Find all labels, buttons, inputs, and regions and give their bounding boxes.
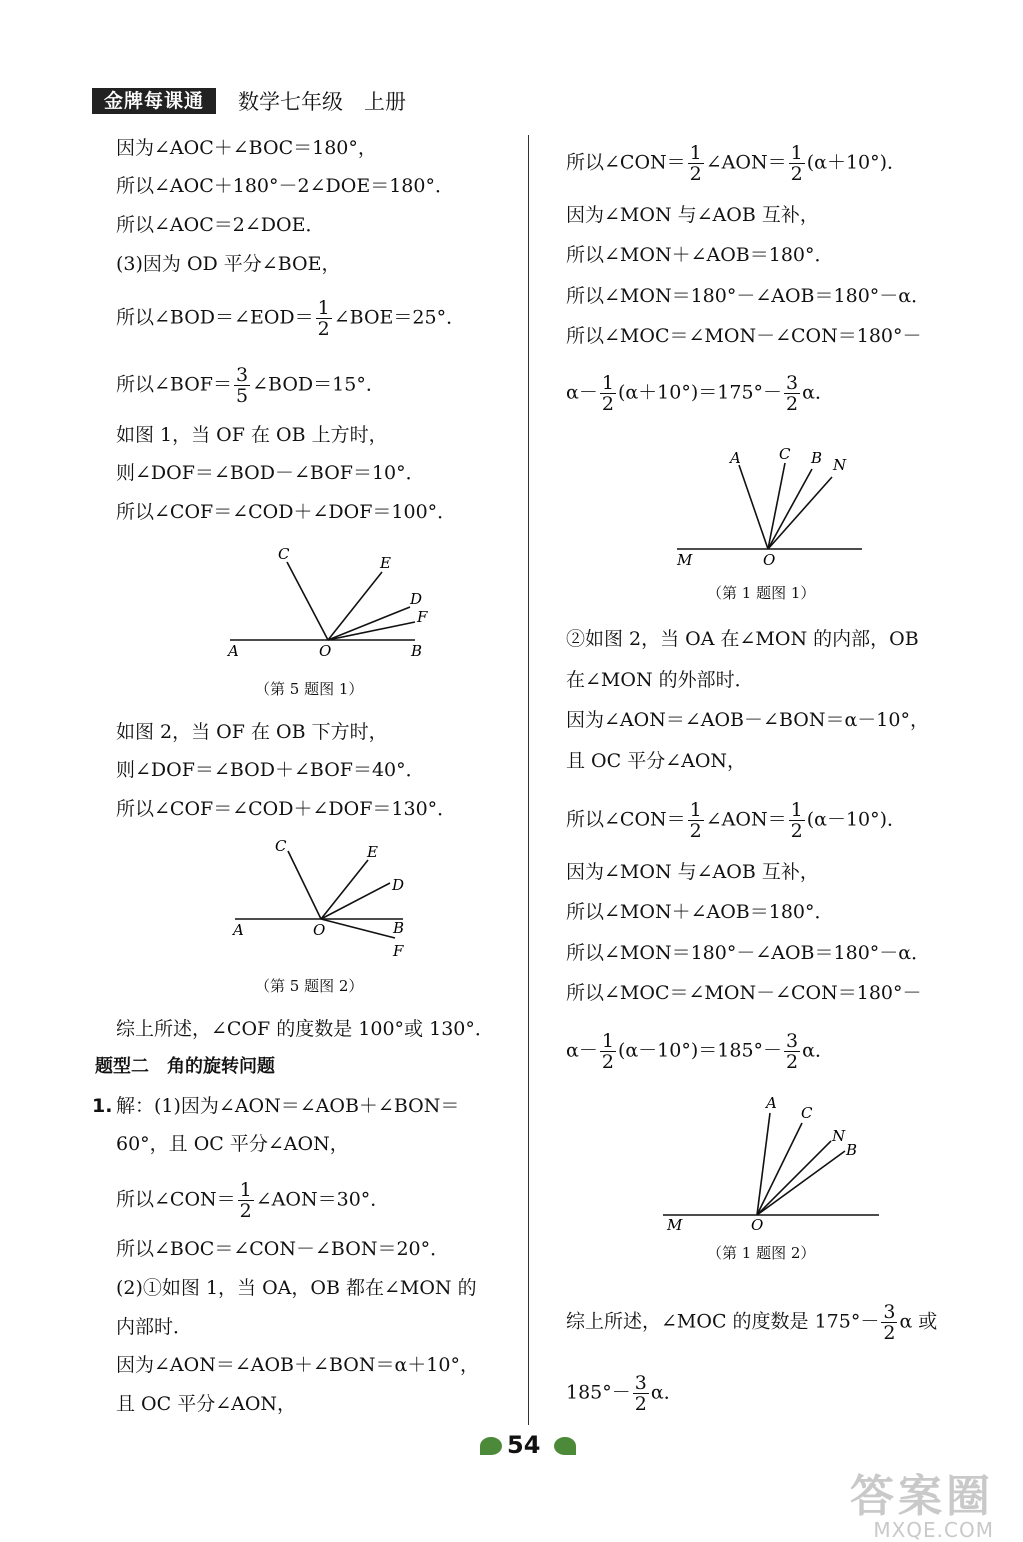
brand-badge: 金牌每课通 — [92, 88, 216, 114]
numerator: 1 — [790, 799, 803, 821]
text-line: 在∠MON 的外部时． — [566, 669, 754, 691]
column-divider — [528, 135, 529, 1425]
figure-caption: （第 5 题图 2） — [255, 977, 364, 995]
label-o: O — [751, 1216, 764, 1234]
numerator: 3 — [236, 364, 249, 386]
text-line-with-fraction — [116, 1180, 389, 1221]
text-segment: α． — [650, 1381, 683, 1404]
watermark-url: MXQE.COM — [873, 1518, 994, 1542]
text-segment: 所以∠CON＝ — [116, 1188, 236, 1211]
label-f: F — [417, 608, 428, 626]
numerator: 1 — [689, 142, 702, 164]
text-line: 综上所述，∠COF 的度数是 100°或 130°． — [116, 1018, 494, 1040]
text-segment: 所以∠BOF＝ — [116, 373, 232, 396]
fraction — [789, 143, 805, 184]
text-segment: ∠AON＝ — [705, 808, 787, 831]
fraction — [784, 1031, 800, 1072]
numerator: 3 — [786, 372, 799, 394]
question-number: 1. — [92, 1095, 113, 1117]
text-line-with-fraction — [566, 373, 834, 414]
fraction — [784, 373, 800, 414]
numerator: 1 — [601, 1030, 614, 1052]
text-line: 内部时． — [116, 1316, 193, 1338]
ray-oc — [287, 562, 328, 640]
numerator: 1 — [601, 372, 614, 394]
ray-oe — [321, 860, 368, 919]
label-a: A — [766, 1094, 777, 1112]
denominator: 2 — [790, 820, 803, 842]
fraction — [238, 1180, 254, 1221]
text-line: 所以∠BOC＝∠CON－∠BON＝20°． — [116, 1238, 450, 1260]
label-c: C — [801, 1104, 813, 1122]
text-segment: 185°－ — [566, 1381, 631, 1404]
text-segment: (α－10°)＝185°－ — [617, 1039, 783, 1062]
fraction — [316, 298, 332, 339]
text-line: 因为∠MON 与∠AOB 互补， — [566, 204, 819, 226]
text-line-with-fraction — [566, 1031, 834, 1072]
numerator: 3 — [883, 1301, 896, 1323]
label-o: O — [313, 921, 326, 939]
text-segment: ∠AON＝30°． — [255, 1188, 390, 1211]
section-heading: 题型二 角的旋转问题 — [95, 1056, 275, 1077]
text-line: 所以∠MOC＝∠MON－∠CON＝180°－ — [566, 982, 922, 1004]
ray-on — [768, 477, 832, 549]
denominator: 5 — [236, 385, 249, 407]
text-segment: α． — [802, 381, 834, 404]
numerator: 1 — [689, 799, 702, 821]
text-segment: α－ — [566, 381, 598, 404]
text-line: 所以∠COF＝∠COD＋∠DOF＝130°． — [116, 798, 457, 820]
ray-oa — [739, 465, 768, 549]
fraction — [600, 373, 616, 414]
label-m: M — [667, 1216, 683, 1234]
text-line-with-fraction — [566, 1373, 683, 1414]
numerator: 1 — [317, 297, 330, 319]
denominator: 2 — [317, 318, 330, 340]
text-line-with-fraction — [116, 298, 465, 339]
text-line-with-fraction — [566, 1302, 937, 1343]
numerator: 3 — [634, 1372, 647, 1394]
label-b: B — [411, 642, 423, 660]
text-line: 因为∠AOC＋∠BOC＝180°， — [116, 137, 377, 159]
label-e: E — [367, 843, 378, 861]
text-line: 所以∠MON＝180°－∠AOB＝180°－α． — [566, 942, 931, 964]
label-c: C — [278, 545, 290, 563]
text-line: 所以∠MON＋∠AOB＝180°． — [566, 244, 834, 266]
page-number-badge — [474, 1428, 584, 1464]
fraction — [688, 800, 704, 841]
figure-1-2 — [655, 1085, 885, 1235]
text-line: 所以∠MON＝180°－∠AOB＝180°－α． — [566, 285, 931, 307]
text-line: 所以∠MON＋∠AOB＝180°． — [566, 901, 834, 923]
watermark-text: 答案圈 — [850, 1471, 994, 1522]
denominator: 2 — [601, 1051, 614, 1073]
fraction — [789, 800, 805, 841]
denominator: 2 — [634, 1393, 647, 1415]
text-line: 则∠DOF＝∠BOD＋∠BOF＝40°． — [116, 759, 425, 781]
label-d: D — [392, 876, 405, 894]
fraction — [600, 1031, 616, 1072]
numerator: 1 — [790, 142, 803, 164]
figure-caption: （第 1 题图 2） — [707, 1244, 816, 1262]
denominator: 2 — [689, 163, 702, 185]
text-line-with-fraction — [116, 365, 385, 406]
text-line: (2)①如图 1，当 OA，OB 都在∠MON 的 — [116, 1277, 477, 1299]
ray-oa — [757, 1113, 770, 1215]
fraction — [234, 365, 250, 406]
label-c: C — [275, 837, 287, 855]
numerator: 3 — [786, 1030, 799, 1052]
watermark — [850, 1460, 994, 1542]
text-segment: α－ — [566, 1039, 598, 1062]
ray-oc — [288, 851, 321, 919]
text-segment: α 或 — [899, 1310, 938, 1333]
ray-oc — [757, 1123, 802, 1215]
text-line: ②如图 2，当 OA 在∠MON 的内部，OB — [566, 628, 919, 650]
label-a: A — [730, 449, 741, 467]
text-line: 所以∠COF＝∠COD＋∠DOF＝100°． — [116, 501, 457, 523]
figure-5-2 — [225, 835, 425, 965]
figure-1-1 — [665, 440, 875, 572]
text-segment: (α＋10°)＝175°－ — [617, 381, 783, 404]
text-segment: α． — [802, 1039, 834, 1062]
denominator: 2 — [790, 163, 803, 185]
label-b: B — [846, 1141, 858, 1159]
text-line-with-fraction — [566, 143, 906, 184]
label-a: A — [228, 642, 239, 660]
ray-od — [321, 883, 390, 919]
text-line: 因为∠AON＝∠AOB－∠BON＝α－10°， — [566, 709, 929, 731]
figure-caption: （第 5 题图 1） — [255, 680, 364, 698]
denominator: 2 — [786, 393, 799, 415]
denominator: 2 — [786, 1051, 799, 1073]
text-line: 解：(1)因为∠AON＝∠AOB＋∠BON＝ — [116, 1095, 460, 1117]
book-title: 数学七年级 上册 — [238, 90, 406, 114]
label-o: O — [763, 551, 776, 569]
label-c: C — [779, 445, 791, 463]
ray-of — [321, 919, 395, 938]
leaf-icon — [554, 1437, 576, 1455]
ray-on — [757, 1141, 831, 1215]
denominator: 2 — [239, 1200, 252, 1222]
ray-ob — [757, 1151, 845, 1215]
figure-5-1 — [220, 540, 440, 665]
text-line: 60°，且 OC 平分∠AON， — [116, 1133, 349, 1155]
text-line: 则∠DOF＝∠BOD－∠BOF＝10°． — [116, 462, 425, 484]
fraction — [688, 143, 704, 184]
label-f: F — [393, 942, 404, 960]
label-n: N — [833, 456, 847, 474]
denominator: 2 — [601, 393, 614, 415]
label-b: B — [393, 919, 405, 937]
leaf-icon — [480, 1437, 502, 1455]
text-line: 且 OC 平分∠AON， — [566, 750, 747, 772]
text-segment: ∠BOD＝15°． — [252, 373, 385, 396]
text-line: (3)因为 OD 平分∠BOE， — [116, 253, 341, 275]
text-line-with-fraction — [566, 800, 906, 841]
label-o: O — [319, 642, 332, 660]
text-segment: 综上所述，∠MOC 的度数是 175°－ — [566, 1310, 880, 1333]
label-m: M — [677, 551, 693, 569]
text-line: 且 OC 平分∠AON， — [116, 1393, 297, 1415]
label-e: E — [380, 554, 391, 572]
text-segment: ∠AON＝ — [705, 151, 787, 174]
denominator: 2 — [689, 820, 702, 842]
text-line: 所以∠AOC＝2∠DOE． — [116, 214, 325, 236]
label-d: D — [410, 590, 423, 608]
figure-caption: （第 1 题图 1） — [707, 584, 816, 602]
text-line: 所以∠AOC＋180°－2∠DOE＝180°． — [116, 175, 454, 197]
text-segment: ∠BOE＝25°． — [333, 306, 466, 329]
text-line: 所以∠MOC＝∠MON－∠CON＝180°－ — [566, 325, 922, 347]
label-n: N — [832, 1127, 846, 1145]
label-b: B — [811, 449, 823, 467]
text-line: 如图 1，当 OF 在 OB 上方时， — [116, 424, 388, 446]
text-segment: 所以∠CON＝ — [566, 151, 686, 174]
text-segment: (α＋10°)． — [806, 151, 907, 174]
text-line: 因为∠MON 与∠AOB 互补， — [566, 861, 819, 883]
text-line: 如图 2，当 OF 在 OB 下方时， — [116, 721, 388, 743]
denominator: 2 — [883, 1322, 896, 1344]
ray-oc — [768, 463, 785, 549]
fraction — [633, 1373, 649, 1414]
numerator: 1 — [239, 1179, 252, 1201]
text-line: 因为∠AON＝∠AOB＋∠BON＝α＋10°， — [116, 1354, 479, 1376]
fraction — [881, 1302, 897, 1343]
page-number: 54 — [507, 1431, 541, 1459]
ray-ob — [768, 469, 812, 549]
text-segment: 所以∠BOD＝∠EOD＝ — [116, 306, 314, 329]
label-a: A — [233, 921, 244, 939]
text-segment: (α－10°)． — [806, 808, 907, 831]
text-segment: 所以∠CON＝ — [566, 808, 686, 831]
